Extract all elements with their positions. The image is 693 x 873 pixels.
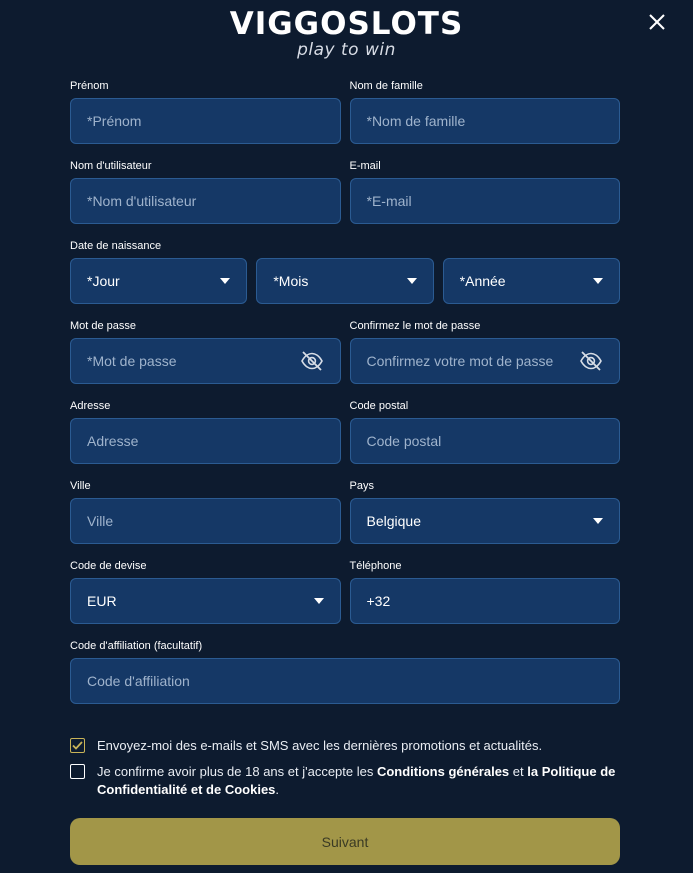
- last-name-label: Nom de famille: [349, 80, 423, 92]
- next-button-label: Suivant: [321, 833, 369, 850]
- form-row-account: [70, 160, 620, 240]
- username-field: [70, 160, 341, 240]
- currency-select[interactable]: [70, 578, 341, 624]
- currency-label: Code de devise: [70, 560, 147, 572]
- city-field: [70, 480, 341, 560]
- affiliate-placeholder: Code d'affiliation: [87, 673, 190, 689]
- terms-consent: [70, 763, 620, 799]
- form-row-names: [70, 80, 620, 160]
- postal-code-field: [350, 400, 621, 480]
- marketing-consent: [70, 737, 620, 755]
- country-select[interactable]: [350, 498, 621, 544]
- password-placeholder: *Mot de passe: [87, 353, 177, 369]
- username-label: Nom d'utilisateur: [70, 160, 152, 172]
- phone-field: [350, 560, 621, 640]
- first-name-input[interactable]: [70, 98, 341, 144]
- affiliate-field: [70, 640, 620, 720]
- terms-text-part2: et: [509, 764, 528, 779]
- eye-off-icon[interactable]: [579, 351, 603, 371]
- chevron-down-icon: [593, 278, 603, 284]
- logo-text: VIGGOSLOTS: [229, 6, 464, 42]
- country-field: [350, 480, 621, 560]
- city-input[interactable]: [70, 498, 341, 544]
- form-row-address: [70, 400, 620, 480]
- privacy-link[interactable]: la Politique de Confidentialité et de Cookies: [97, 764, 616, 797]
- address-placeholder: Adresse: [87, 433, 139, 449]
- month-select[interactable]: [256, 258, 433, 304]
- chevron-down-icon: [407, 278, 417, 284]
- last-name-field: [350, 80, 621, 160]
- username-input[interactable]: [70, 178, 341, 224]
- check-icon: [72, 741, 83, 750]
- city-label: Ville: [70, 480, 91, 492]
- password-confirm-input[interactable]: [350, 338, 621, 384]
- password-field: [70, 320, 341, 400]
- chevron-down-icon: [314, 598, 324, 604]
- affiliate-label: Code d'affiliation (facultatif): [70, 640, 203, 652]
- affiliate-input[interactable]: [70, 658, 620, 704]
- password-label: Mot de passe: [70, 320, 137, 332]
- chevron-down-icon: [220, 278, 230, 284]
- form-row-location: [70, 480, 620, 560]
- marketing-checkbox[interactable]: [70, 738, 85, 753]
- password-input[interactable]: [70, 338, 341, 384]
- eye-off-icon[interactable]: [300, 351, 324, 371]
- form-row-affiliate: [70, 640, 620, 720]
- username-placeholder: *Nom d'utilisateur: [87, 193, 197, 209]
- next-button[interactable]: [70, 818, 620, 865]
- postal-code-input[interactable]: [350, 418, 621, 464]
- birthdate-label: Date de naissance: [70, 240, 162, 252]
- email-label: E-mail: [349, 160, 381, 172]
- chevron-down-icon: [593, 518, 603, 524]
- password-confirm-placeholder: Confirmez votre mot de passe: [366, 353, 554, 369]
- day-select-value: *Jour: [87, 273, 120, 289]
- address-input[interactable]: [70, 418, 341, 464]
- logo: [0, 6, 693, 60]
- phone-input[interactable]: [350, 578, 621, 624]
- first-name-field: [70, 80, 341, 160]
- address-field: [70, 400, 341, 480]
- address-label: Adresse: [70, 400, 111, 412]
- last-name-placeholder: *Nom de famille: [366, 113, 466, 129]
- month-select-value: *Mois: [273, 273, 309, 289]
- birthdate-selects: [70, 258, 620, 304]
- terms-text-part3: .: [275, 782, 280, 797]
- day-select[interactable]: [70, 258, 247, 304]
- year-select-value: *Année: [459, 273, 506, 289]
- phone-value: +32: [366, 593, 391, 609]
- registration-form: [70, 80, 620, 720]
- country-label: Pays: [349, 480, 374, 492]
- terms-consent-text: [97, 763, 620, 799]
- last-name-input[interactable]: [350, 98, 621, 144]
- currency-select-value: EUR: [87, 593, 117, 609]
- currency-field: [70, 560, 341, 640]
- email-field: [350, 160, 621, 240]
- terms-text-part1: Je confirme avoir plus de 18 ans et j'accepte les: [97, 764, 377, 779]
- logo-tagline: play to win: [297, 40, 396, 60]
- postal-code-label: Code postal: [349, 400, 409, 412]
- city-placeholder: Ville: [87, 513, 114, 529]
- terms-checkbox[interactable]: [70, 764, 85, 779]
- country-select-value: Belgique: [366, 513, 421, 529]
- marketing-consent-text: Envoyez-moi des e-mails et SMS avec les dernières promotions et actualités.: [97, 738, 543, 753]
- postal-code-placeholder: Code postal: [366, 433, 442, 449]
- form-row-birthdate: [70, 240, 620, 320]
- password-confirm-label: Confirmez le mot de passe: [349, 320, 481, 332]
- email-placeholder: *E-mail: [366, 193, 412, 209]
- password-confirm-field: [350, 320, 621, 400]
- terms-link[interactable]: Conditions générales: [376, 764, 510, 779]
- consents: [70, 737, 620, 807]
- form-row-currency-phone: [70, 560, 620, 640]
- year-select[interactable]: [443, 258, 620, 304]
- form-row-password: [70, 320, 620, 400]
- first-name-label: Prénom: [70, 80, 109, 92]
- phone-label: Téléphone: [349, 560, 402, 572]
- email-input[interactable]: [350, 178, 621, 224]
- birthdate-field: [70, 240, 620, 320]
- first-name-placeholder: *Prénom: [87, 113, 142, 129]
